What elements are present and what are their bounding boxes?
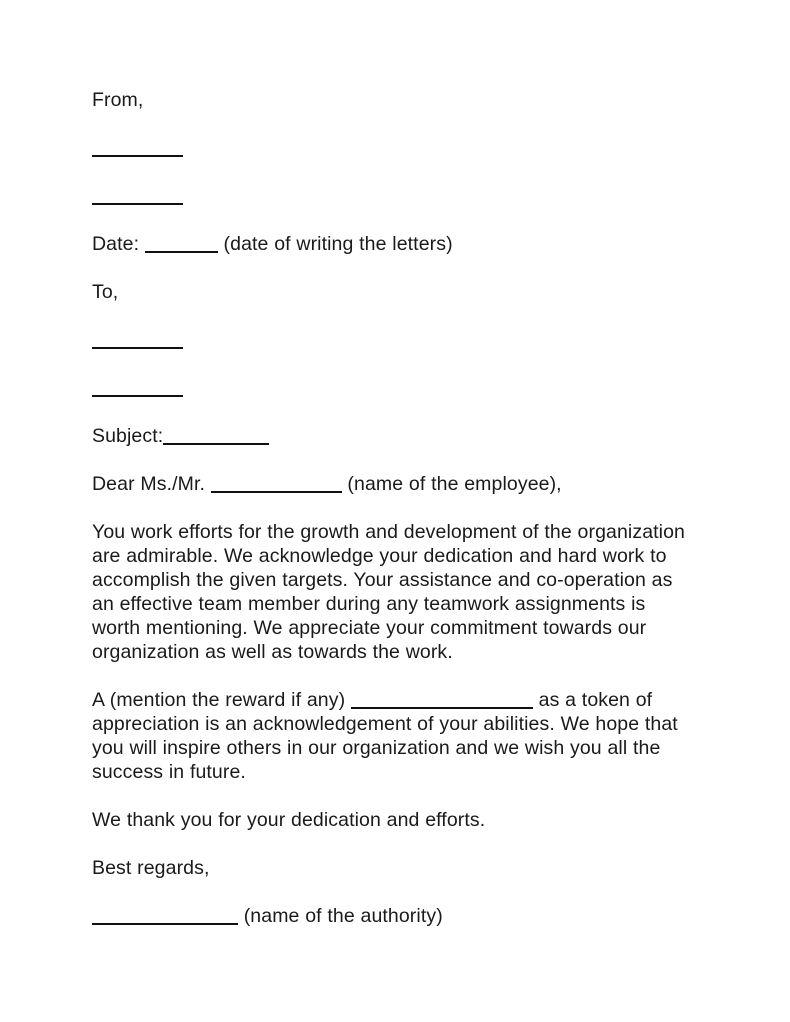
salutation-line [92,472,698,496]
reward-blank-rule [351,707,533,709]
date-blank-rule [145,251,218,253]
blank-line-rule [92,347,183,349]
to-label: To, [92,281,119,303]
letter-body [92,88,698,952]
blank-line-rule [92,203,183,205]
sender-address-line-2 [92,184,698,208]
sender-address-line-1 [92,136,698,160]
authority-blank-rule [92,923,238,925]
salutation-prefix: Dear Ms./Mr. [92,473,211,495]
body-paragraph-3: We thank you for your dedication and efforts. [92,809,486,831]
date-line [92,232,698,256]
salutation-hint: (name of the employee), [341,473,562,495]
date-hint: (date of writing the letters) [217,233,453,255]
blank-line-rule [92,155,183,157]
body-paragraph-1: You work efforts for the growth and development of the organization are admirable. We acknowledge your dedication and hard work to accomplish the given targets. Your assistance and co-operation as an effective team member during any teamwork assignments is worth mentioning. We appreciate your commitment towards our organization as well as towards the work. [92,521,691,663]
recipient-address-line-1 [92,328,698,352]
subject-label: Subject: [92,425,164,447]
date-label: Date: [92,233,145,255]
body-paragraph-2 [92,688,698,784]
reward-suffix: as a token of appreciation is an acknowledgement of your abilities. We hope that you will inspire others in our organization and we wish you all the success in future. [92,689,684,783]
recipient-address-line-2 [92,376,698,400]
reward-prefix: A (mention the reward if any) [92,689,351,711]
from-label: From, [92,89,144,111]
subject-line [92,424,698,448]
signature-line [92,904,698,928]
subject-blank-rule [163,443,269,445]
blank-line-rule [92,395,183,397]
signature-hint: (name of the authority) [238,905,443,927]
closing-line: Best regards, [92,857,210,879]
employee-name-blank-rule [211,491,342,493]
